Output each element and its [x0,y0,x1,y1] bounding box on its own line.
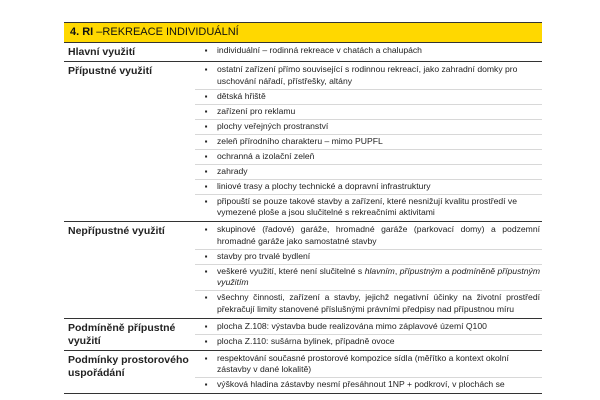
bullet-icon: ▪ [204,91,208,101]
bullet-icon: ▪ [204,321,208,331]
row-nepripustne-vyuziti [64,222,542,319]
list-item: ▪ všechny činnosti, zařízení a stavby, jejichž negativní účinky na životní prostředí překračují limity stanovené příslušnými právními předpisy nad přípustnou míru [195,291,542,317]
list-item: ▪ připouští se pouze takové stavby a zařízení, které nesnižují kvalitu prostředí ve vymezené ploše a jsou slučitelné s rekreačními aktivitami [195,195,542,221]
list-item: ▪ zahrady [195,165,542,180]
bullet-icon: ▪ [204,251,208,261]
bullet-icon: ▪ [204,121,208,131]
row-pripustne-vyuziti [64,62,542,222]
section-code: 4. RI [70,26,94,38]
bullet-icon: ▪ [204,46,208,55]
bullet-icon: ▪ [204,166,208,176]
row-content [195,62,542,221]
bullet-icon: ▪ [204,106,208,116]
row-label: Přípustné využití [68,65,153,77]
bullet-icon: ▪ [204,136,208,146]
list-item: ▪ stavby pro trvalé bydlení [195,250,542,265]
row-hlavni-vyuziti [64,43,542,62]
bullet-icon: ▪ [204,353,208,363]
row-podminene-pripustne-vyuziti [64,319,542,351]
section-name: –REKREACE INDIVIDUÁLNÍ [93,26,239,38]
row-label: Podmíněně přípustné využití [68,321,176,347]
bullet-icon: ▪ [204,181,208,191]
bullet-icon: ▪ [204,266,208,276]
row-content [195,319,542,350]
bullet-icon: ▪ [204,65,208,74]
list-item: ▪ zařízení pro reklamu [195,105,542,120]
list-item: ▪ plochy veřejných prostranství [195,120,542,135]
list-item: ▪ zeleň přírodního charakteru – mimo PUPFL [195,135,542,150]
list-item: ▪ plocha Z.108: výstavba bude realizována mimo záplavové území Q100 [195,320,542,335]
bullet-icon: ▪ [204,151,208,161]
row-label: Podmínky prostorového uspořádání [68,353,189,379]
bullet-icon: ▪ [204,336,208,346]
bullet-icon: ▪ [204,380,208,389]
section-title-bar [64,22,542,43]
list-item: ▪ dětská hřiště [195,90,542,105]
list-item: ▪ respektování současné prostorové kompozice sídla (měřítko a kontext okolní zástavby v dané lokalitě) [195,352,542,379]
row-content [195,43,542,61]
row-podminky-prostoroveho-usporadani [64,351,542,395]
list-item: ▪ výšková hladina zástavby nesmí přesáhnout 1NP + podkroví, v plochách se [195,378,542,392]
list-item: ▪ skupinové (řadové) garáže, hromadné garáže (parkovací domy) a podzemní hromadné garáže jako samostatné stavby [195,223,542,250]
list-item: ▪ ochranná a izolační zeleň [195,150,542,165]
row-content [195,222,542,318]
bullet-icon: ▪ [204,225,208,234]
row-content [195,351,542,394]
row-label: Hlavní využití [68,46,136,58]
list-item: ▪ individuální – rodinná rekreace v chatách a chalupách [195,44,542,58]
row-label: Nepřípustné využití [68,225,165,237]
bullet-icon: ▪ [204,293,208,302]
list-item: ▪ ostatní zařízení přímo související s rodinnou rekreací, jako zahradní domky pro uschování nářadí, přístřešky, altány [195,63,542,90]
bullet-icon: ▪ [204,196,208,206]
list-item: ▪ liniové trasy a plochy technické a dopravní infrastruktury [195,180,542,195]
regulation-table [64,22,542,394]
list-item: ▪ plocha Z.110: sušárna bylinek, případně ovoce [195,335,542,349]
list-item: ▪ veškeré využití, které není slučitelné s hlavním, přípustným a podmíněně přípustným využitím [195,265,542,292]
